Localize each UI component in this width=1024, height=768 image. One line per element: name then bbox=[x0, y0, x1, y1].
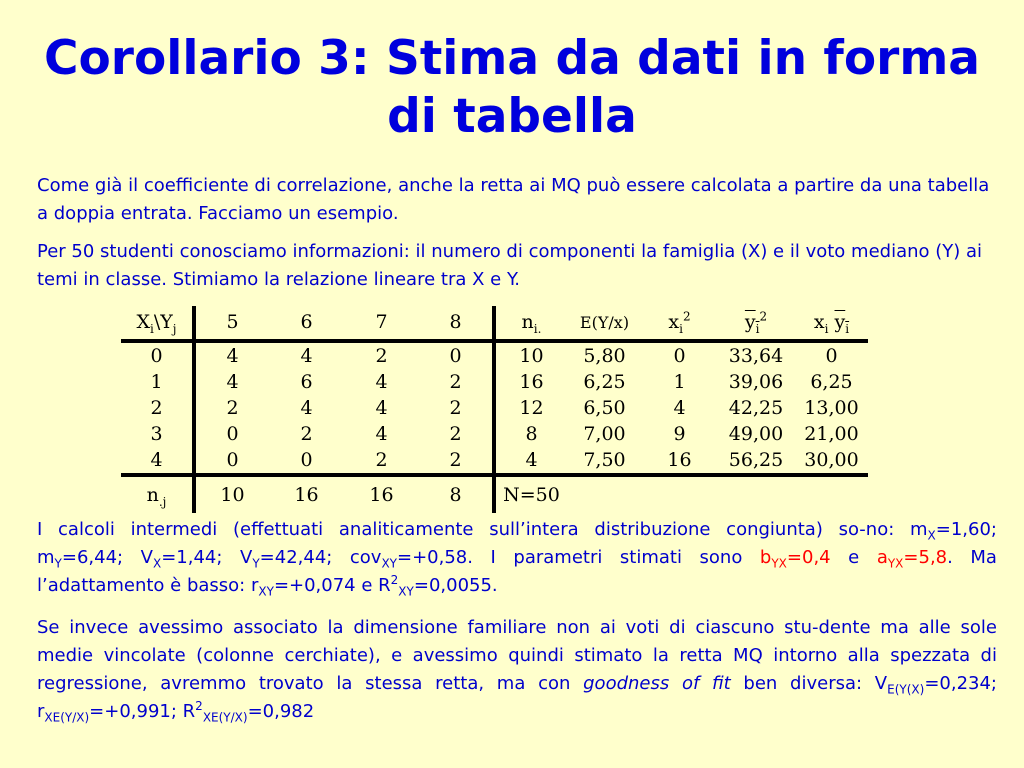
col-header: 8 bbox=[419, 306, 494, 341]
table-row: 2 2 4 4 2 12 6,50 4 42,25 13,00 bbox=[121, 395, 868, 421]
table-footer-row: $n_{.j}$ 10 16 16 8 N=50 bbox=[121, 475, 868, 513]
intro-paragraph: Come già il coefficiente di correlazione, anche la retta ai MQ può essere calcolata a partire da una tabella a doppia entrata. Facciamo un esempio. bbox=[37, 175, 990, 224]
total-count: N=50 bbox=[503, 484, 560, 506]
footer-label: $n_{.j}$ bbox=[121, 475, 194, 513]
table-header-row bbox=[121, 306, 868, 341]
table-row: 3 0 2 4 2 8 7,00 9 49,00 21,00 bbox=[121, 421, 868, 447]
col-header: 7 bbox=[344, 306, 419, 341]
b-parameter: $b_{YX}=0,4$ bbox=[759, 547, 831, 571]
context-paragraph: Per 50 studenti conosciamo informazioni: il numero di componenti la famiglia (X) e il voto mediano (Y) ai temi in classe. Stimiamo la relazione lineare tra X e Y. bbox=[37, 241, 983, 290]
col-header: 6 bbox=[269, 306, 344, 341]
results-paragraph: I calcoli intermedi (effettuati analiticamente sull’intera distribuzione congiunta) so-no: $m_X=1,60$; $m_Y=6,44$; $V_X=1,44$; $V_Y=42,44$; cov$_{XY}$=+0,58. I parametri stimati sono $b_{YX}=0,4$ e $a_{YX}=5,8$. Ma l’adattamento è basso: $r_{XY}=+0,074$ e $R^2_{XY}=0,0055$. bbox=[37, 519, 997, 599]
col-header: 5 bbox=[194, 306, 269, 341]
ni-header: $n_{i.}$ bbox=[494, 306, 567, 341]
slide-title: Corollario 3: Stima da dati in forma di tabella bbox=[43, 31, 981, 144]
table-row: 4 0 0 2 2 4 7,50 16 56,25 30,00 bbox=[121, 447, 868, 475]
xi2-header: $x_i^2$ bbox=[642, 306, 717, 341]
corner-header: $X_i\backslash Y_j$ bbox=[121, 306, 194, 341]
yi2-header: $y_i^2$ bbox=[717, 306, 795, 341]
xiyi-header: $x_i$ $y_i$ bbox=[795, 306, 868, 341]
table-row: 0 4 4 2 0 10 5,80 0 33,64 0 bbox=[121, 341, 868, 369]
table-row: 1 4 6 4 2 16 6,25 1 39,06 6,25 bbox=[121, 369, 868, 395]
exy-header: E(Y/x) bbox=[567, 306, 642, 341]
contingency-table bbox=[121, 306, 896, 512]
a-parameter: $a_{YX}=5,8$ bbox=[876, 547, 948, 571]
conclusion-paragraph: Se invece avessimo associato la dimensione familiare non ai voti di ciascuno stu-dente ma alle sole medie vincolate (colonne cerchiate), e avessimo quindi stimato la retta MQ intorno alla spezzata di regressione, avremmo trovato la stessa retta, ma con goodness of fit ben diversa: $V_{E(Y(X)}=0,234$; $r_{XE(Y/X)}=+0,991$; $R^2_{XE(Y/X)}=0,982$ bbox=[37, 617, 997, 725]
